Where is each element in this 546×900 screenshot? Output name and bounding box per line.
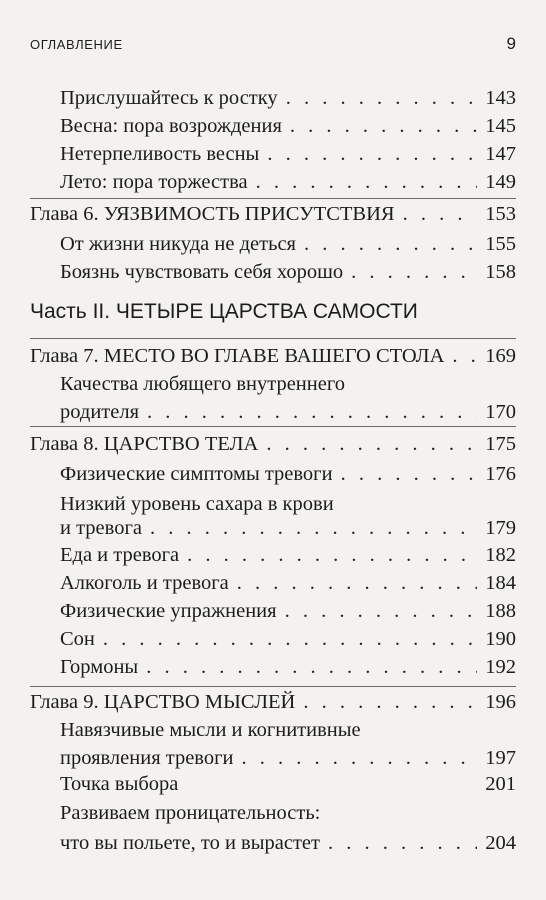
toc-chapter-title: Глава 7. МЕСТО ВО ГЛАВЕ ВАШЕГО СТОЛА [30,345,445,367]
toc-entry-page: 169 [485,345,516,367]
toc-entry-page: 175 [485,433,516,455]
toc-entry-page: 147 [485,143,516,165]
toc-entry-page: 155 [485,233,516,255]
toc-entry-page: 182 [485,544,516,566]
dot-leader [290,112,477,140]
toc-entry-title-continued: что вы польете, то и вырастет [60,832,320,854]
dot-leader [256,168,478,196]
toc-entry-title-continued: и тревога [60,517,142,539]
toc-entry-page: 184 [485,572,516,594]
toc-entry-title-line: Развиваем проницательность: [60,802,321,824]
toc-entry-page: 145 [485,115,516,137]
toc-entry[interactable] [60,770,516,798]
toc-entry-page: 179 [485,517,516,539]
toc-entry[interactable] [60,569,516,597]
dot-leader [146,653,477,681]
toc-entry-title: Боязнь чувствовать себя хорошо [60,261,344,283]
dot-leader [328,829,477,857]
toc-entry-page: 204 [485,832,516,854]
toc-entry-page: 188 [485,600,516,622]
toc-entry-page: 197 [485,747,516,769]
toc-entry-page: 176 [485,463,516,485]
toc-entry-title: Точка выбора [60,773,179,795]
toc-entry-title: Лето: пора торжества [60,171,248,193]
toc-chapter-title: Глава 9. ЦАРСТВО МЫСЛЕЙ [30,691,296,713]
toc-entry-title: Физические симптомы тревоги [60,463,333,485]
toc-entry-page: 170 [485,401,516,423]
toc-entry[interactable] [60,625,516,653]
dot-leader [103,625,477,653]
toc-entry-title-continued: проявления тревоги [60,747,234,769]
toc-entry-title-continued: родителя [60,401,140,423]
dot-leader [303,688,477,716]
toc-entry-title: Гормоны [60,656,139,678]
toc-entry-title-line: Навязчивые мысли и когнитивные [60,719,361,741]
divider [30,426,516,427]
toc-entry-page: 149 [485,171,516,193]
dot-leader [150,514,477,542]
toc-chapter[interactable] [30,200,516,228]
toc-entry[interactable] [60,258,516,286]
dot-leader [304,230,477,258]
toc-entry-page: 201 [485,773,516,795]
toc-entry-title: Весна: пора возрождения [60,115,282,137]
toc-entry[interactable] [60,829,516,857]
toc-entry-page: 192 [485,656,516,678]
toc-entry-title-line: Низкий уровень сахара в крови [60,493,334,515]
toc-entry[interactable] [60,744,516,772]
part-heading: Часть II. ЧЕТЫРЕ ЦАРСТВА САМОСТИ [30,300,418,323]
toc-chapter[interactable] [30,430,516,458]
toc-entry[interactable] [60,514,516,542]
toc-entry-title: Прислушайтесь к ростку [60,87,278,109]
divider [30,198,516,199]
toc-entry-page: 190 [485,628,516,650]
dot-leader [266,430,477,458]
dot-leader [285,597,478,625]
dot-leader [237,569,478,597]
dot-leader [241,744,477,772]
toc-entry[interactable] [60,168,516,196]
toc-entry-page: 196 [485,691,516,713]
toc-entry[interactable] [60,112,516,140]
toc-entry-title: Физические упражнения [60,600,277,622]
dot-leader [286,84,478,112]
toc-entry-title: Еда и тревога [60,544,180,566]
toc-entry[interactable] [60,398,516,426]
toc-chapter-title: Глава 8. ЦАРСТВО ТЕЛА [30,433,259,455]
divider [30,338,516,339]
toc-entry-title: Алкоголь и тревога [60,572,229,594]
toc-entry[interactable] [60,597,516,625]
toc-chapter[interactable] [30,342,516,370]
toc-entry-title: Нетерпеливость весны [60,143,260,165]
dot-leader [351,258,477,286]
dot-leader [452,342,477,370]
toc-entry-page: 143 [485,87,516,109]
toc-entry-page: 153 [485,203,516,225]
running-header-title: ОГЛАВЛЕНИЕ [30,37,123,52]
toc-entry[interactable] [60,230,516,258]
dot-leader [187,541,477,569]
dot-leader [147,398,477,426]
toc-entry-page: 158 [485,261,516,283]
toc-entry[interactable] [60,140,516,168]
divider [30,686,516,687]
toc-chapter-title: Глава 6. УЯЗВИМОСТЬ ПРИСУТСТВИЯ [30,203,395,225]
toc-chapter[interactable] [30,688,516,716]
toc-entry[interactable] [60,653,516,681]
running-header [30,34,516,54]
dot-leader [403,200,478,228]
toc-entry[interactable] [60,460,516,488]
dot-leader [267,140,477,168]
toc-entry-title-line: Качества любящего внутреннего [60,373,345,395]
toc-entry-title: От жизни никуда не деться [60,233,296,255]
toc-entry-title: Сон [60,628,95,650]
toc-entry[interactable] [60,84,516,112]
page-number: 9 [506,34,516,53]
dot-leader [341,460,478,488]
toc-entry[interactable] [60,541,516,569]
